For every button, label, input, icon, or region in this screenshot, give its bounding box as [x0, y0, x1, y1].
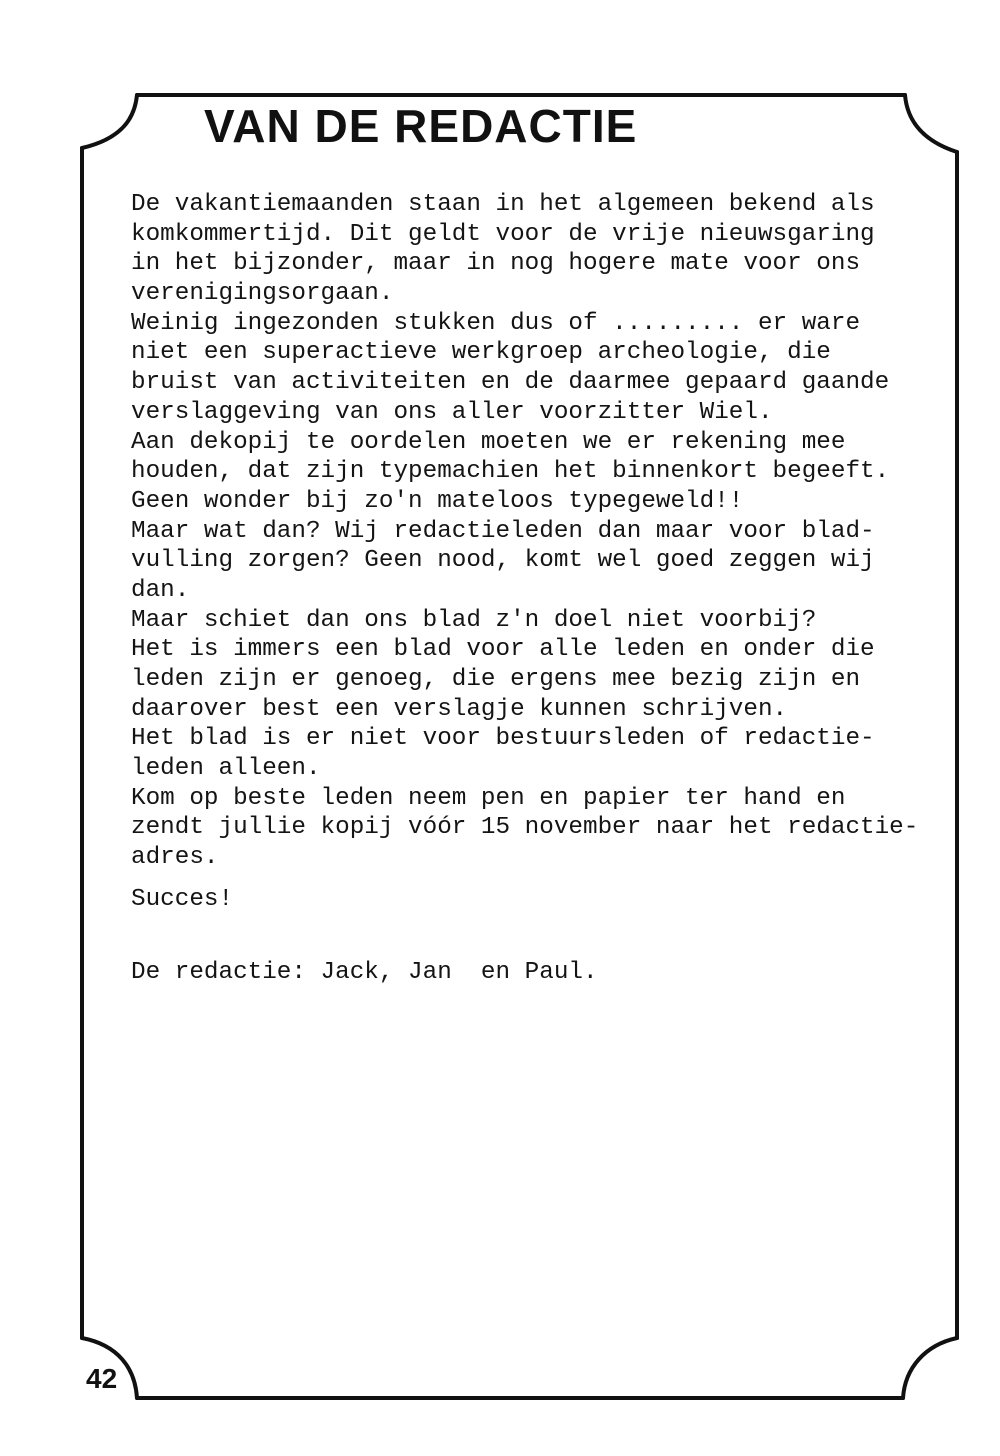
body-line: vulling zorgen? Geen nood, komt wel goed zeggen wij: [131, 547, 875, 575]
page-title: VAN DE REDACTIE: [204, 100, 638, 152]
closing-text: Succes!: [131, 886, 234, 913]
body-line: Geen wonder bij zo'n mateloos typegeweld!!: [131, 487, 744, 515]
frame-corner-bottom-right: [903, 1338, 957, 1398]
body-line: in het bijzonder, maar in nog hogere mate voor ons: [131, 250, 861, 278]
body-line: houden, dat zijn typemachien het binnenkort begeeft.: [131, 458, 890, 486]
body-line: niet een superactieve werkgroep archeologie, die: [131, 339, 831, 367]
frame-corner-top-right: [905, 95, 957, 152]
body-line: verslaggeving van ons aller voorzitter Wiel.: [131, 398, 773, 426]
body-line: Weinig ingezonden stukken dus of ......... er ware: [131, 309, 861, 337]
frame-corner-top-left: [82, 95, 137, 148]
body-line: De vakantiemaanden staan in het algemeen bekend als: [131, 191, 875, 218]
body-line: verenigingsorgaan.: [131, 280, 394, 308]
body-line: komkommertijd. Dit geldt voor de vrije nieuwsgaring: [131, 220, 875, 248]
body-line: zendt jullie kopij vóór 15 november naar het redactie-: [131, 814, 919, 842]
signature-line: De redactie: Jack, Jan en Paul.: [131, 959, 598, 986]
body-line: daarover best een verslagje kunnen schrijven.: [131, 695, 788, 723]
body-line: Kom op beste leden neem pen en papier ter hand en: [131, 784, 846, 812]
editorial-body: [131, 190, 931, 873]
body-line: Het is immers een blad voor alle leden en onder die: [131, 636, 875, 664]
body-line: bruist van activiteiten en de daarmee gepaard gaande: [131, 369, 890, 397]
body-line: leden alleen.: [131, 755, 321, 783]
body-line: leden zijn er genoeg, die ergens mee bezig zijn en: [131, 666, 861, 693]
body-line: Aan dekopij te oordelen moeten we er rekening mee: [131, 428, 846, 456]
body-line: dan.: [131, 576, 190, 604]
body-line: Maar schiet dan ons blad z'n doel niet voorbij?: [131, 606, 817, 634]
page-number: 42: [86, 1363, 118, 1394]
body-line: Het blad is er niet voor bestuursleden of redactie-: [131, 725, 875, 753]
body-line: adres.: [131, 844, 219, 872]
body-line: Maar wat dan? Wij redactieleden dan maar voor blad-: [131, 517, 875, 545]
